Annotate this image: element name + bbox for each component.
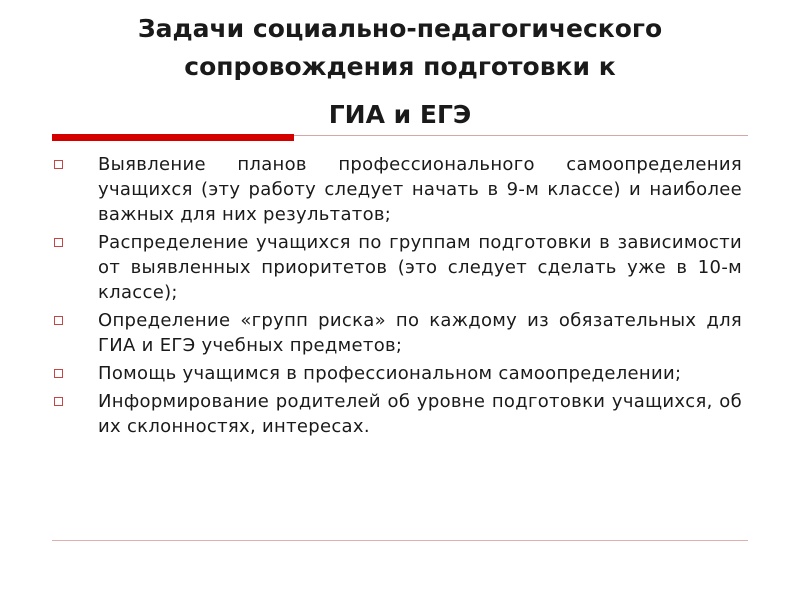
footer-divider (52, 540, 748, 541)
square-bullet-icon (54, 369, 63, 378)
slide-title (40, 10, 760, 134)
square-bullet-icon (54, 397, 63, 406)
bullet-item (52, 361, 742, 386)
square-bullet-icon (54, 238, 63, 247)
square-bullet-icon (54, 316, 63, 325)
bullet-list (52, 152, 742, 442)
bullet-text: Определение «групп риска» по каждому из обязательных для ГИА и ЕГЭ учебных предметов; (98, 310, 742, 356)
bullet-text: Информирование родителей об уровне подготовки учащихся, об их склонностях, интересах. (98, 391, 742, 437)
bullet-item (52, 152, 742, 227)
title-divider-accent (52, 134, 294, 141)
bullet-item (52, 230, 742, 305)
title-line-3: ГИА и ЕГЭ (328, 100, 472, 129)
bullet-text: Выявление планов профессионального самоопределения учащихся (эту работу следует начать в 9-м классе) и наиболее важных для них результатов; (98, 154, 742, 225)
bullet-text: Распределение учащихся по группам подготовки в зависимости от выявленных приоритетов (это следует сделать уже в 10-м классе); (98, 232, 742, 303)
bullet-text: Помощь учащимся в профессиональном самоопределении; (98, 363, 682, 384)
square-bullet-icon (54, 160, 63, 169)
bullet-item (52, 389, 742, 439)
title-line-1: Задачи социально-педагогического (137, 14, 663, 43)
title-line-2: сопровождения подготовки к (184, 52, 616, 81)
bullet-item (52, 308, 742, 358)
